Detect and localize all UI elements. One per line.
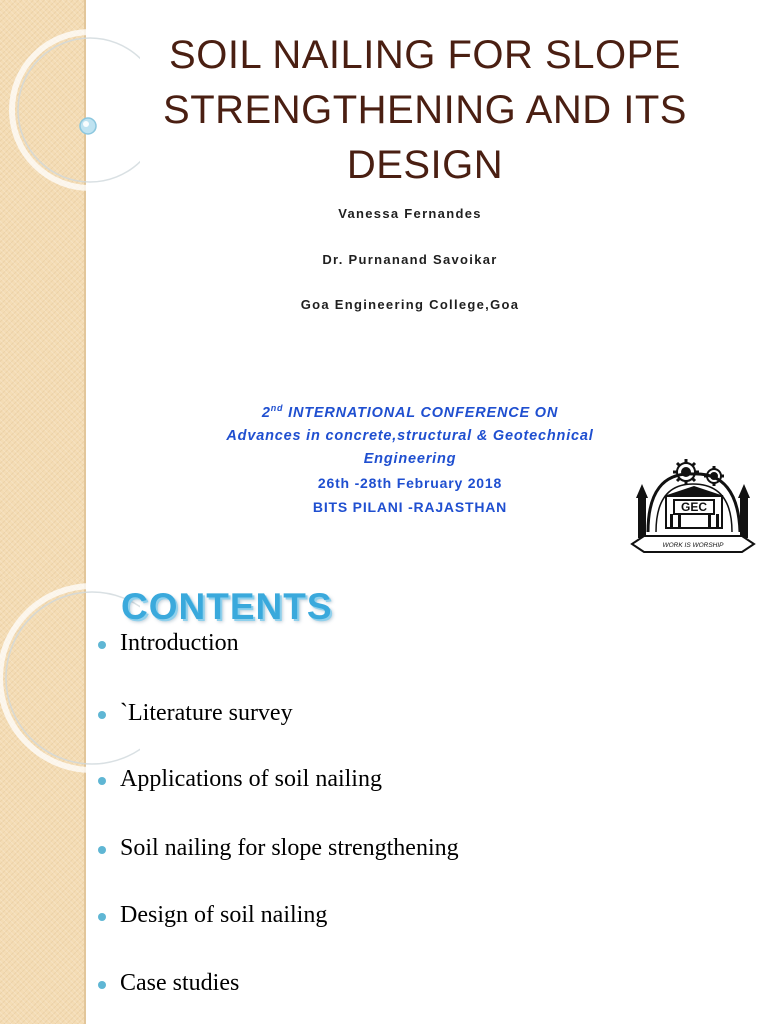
list-item-text: `Literature survey <box>120 700 293 726</box>
list-item-text: Case studies <box>120 970 240 996</box>
bullet-icon <box>98 981 106 989</box>
list-item-text: Design of soil nailing <box>120 902 328 928</box>
list-item-text: Introduction <box>120 630 239 656</box>
college-logo <box>628 452 758 560</box>
conference-name <box>140 402 680 425</box>
logo-motto: WORK IS WORSHIP <box>662 542 724 549</box>
conference-theme-line2: Engineering <box>363 451 457 467</box>
author-name: Vanessa Fernandes <box>338 206 482 221</box>
bullet-icon <box>98 846 106 854</box>
conference-theme-line1: Advances in concrete,structural & Geotechnical <box>226 428 594 444</box>
decorative-circles <box>0 578 140 1024</box>
conference-title: INTERNATIONAL CONFERENCE ON <box>283 405 559 421</box>
contents-slide <box>0 578 768 1024</box>
coauthor-name: Dr. Purnanand Savoikar <box>322 252 498 267</box>
logo-text: GEC <box>680 500 708 514</box>
bullet-icon <box>98 641 106 649</box>
contents-heading: CONTENTS <box>121 586 333 627</box>
list-item-text: Soil nailing for slope strengthening <box>120 835 459 861</box>
conference-ordinal: 2 <box>261 405 271 421</box>
institution-name: Goa Engineering College,Goa <box>300 297 520 312</box>
list-item-text: Applications of soil nailing <box>120 766 382 792</box>
bullet-icon <box>98 913 106 921</box>
conference-dates: 26th -28th February 2018 <box>317 475 503 491</box>
bullet-icon <box>98 711 106 719</box>
slide-title: SOIL NAILING FOR SLOPE STRENGTHENING AND ITS DESIGN <box>163 33 687 187</box>
conference-venue: BITS PILANI -RAJASTHAN <box>312 499 508 515</box>
bullet-icon <box>98 777 106 785</box>
conference-ordinal-suffix: nd <box>270 403 284 414</box>
conference-info <box>140 402 680 519</box>
